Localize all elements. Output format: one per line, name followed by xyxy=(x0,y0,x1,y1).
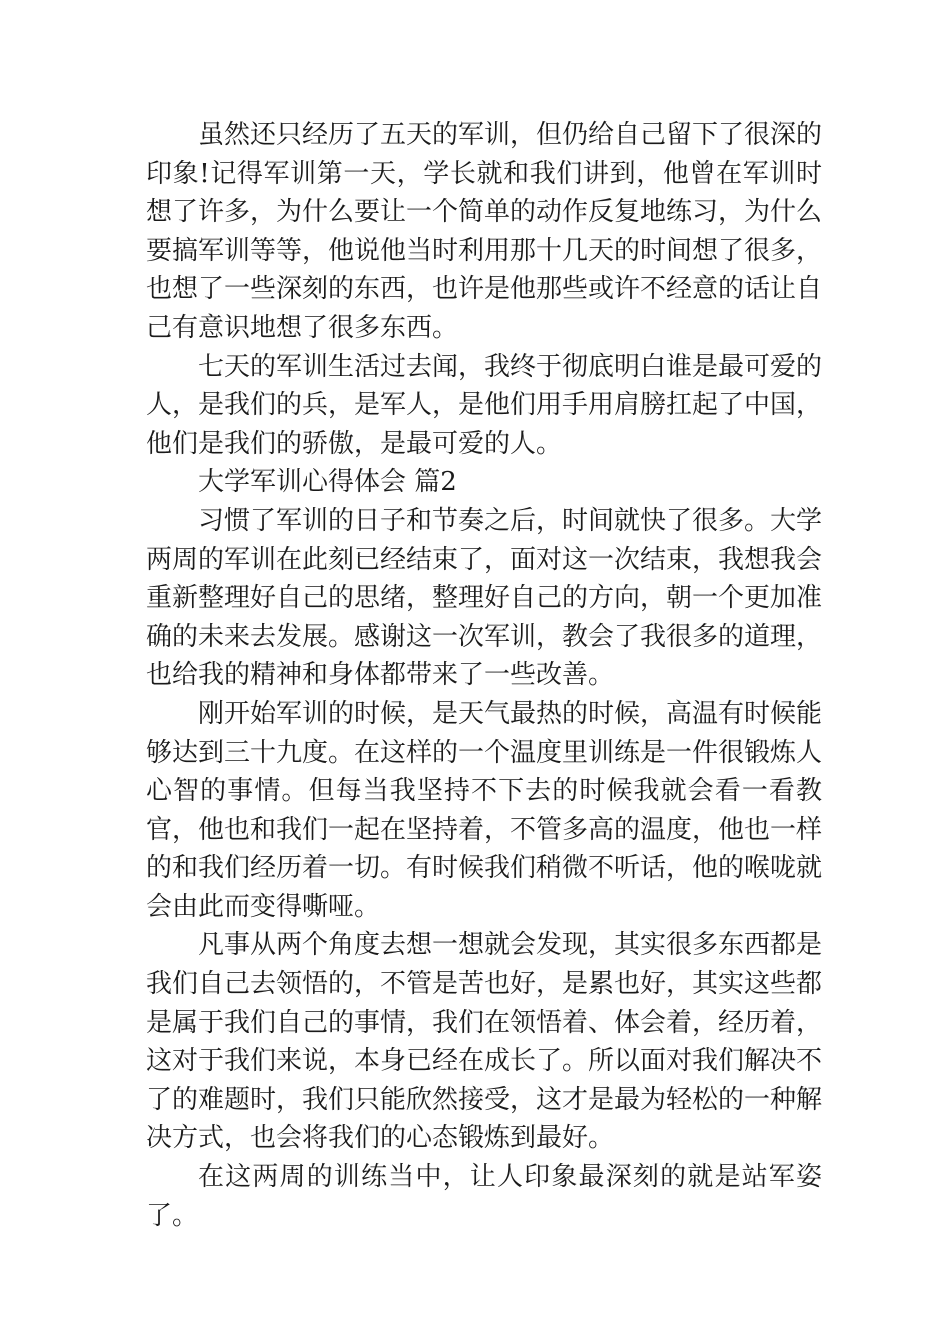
section-heading: 大学军训心得体会 篇2 xyxy=(198,467,457,498)
paragraph-1: 虽然还只经历了五天的军训，但仍给自己留下了很深的印象!记得军训第一天，学长就和我们讲到，他曾在军训时想了许多，为什么要让一个简单的动作反复地练习，为什么要搞军训等等，他说他当时利用那十几天的时间想了很多，也想了一些深刻的东西，也许是他那些或许不经意的话让自己有意识地想了很多东西。 xyxy=(146,120,823,343)
document-body xyxy=(146,116,822,1235)
paragraph-3: 习惯了军训的日子和节奏之后，时间就快了很多。大学两周的军训在此刻已经结束了，面对这一次结束，我想我会重新整理好自己的思绪，整理好自己的方向，朝一个更加准确的未来去发展。感谢这一次军训，教会了我很多的道理，也给我的精神和身体都带来了一些改善。 xyxy=(146,505,823,691)
paragraph-5: 凡事从两个角度去想一想就会发现，其实很多东西都是我们自己去领悟的，不管是苦也好，是累也好，其实这些都是属于我们自己的事情，我们在领悟着、体会着，经历着，这对于我们来说，本身已经在成长了。所以面对我们解决不了的难题时，我们只能欣然接受，这才是最为轻松的一种解决方式，也会将我们的心态锻炼到最好。 xyxy=(146,930,823,1154)
paragraph-2: 七天的军训生活过去闻，我终于彻底明白谁是最可爱的人，是我们的兵，是军人，是他们用手用肩膀扛起了中国，他们是我们的骄傲，是最可爱的人。 xyxy=(146,351,823,459)
paragraph-6: 在这两周的训练当中，让人印象最深刻的就是站军姿了。 xyxy=(146,1162,822,1231)
paragraph-4: 刚开始军训的时候，是天气最热的时候，高温有时候能够达到三十九度。在这样的一个温度里训练是一件很锻炼人心智的事情。但每当我坚持不下去的时候我就会看一看教官，他也和我们一起在坚持着，不管多高的温度，他也一样的和我们经历着一切。有时候我们稍微不听话，他的喉咙就会由此而变得嘶哑。 xyxy=(146,698,823,922)
